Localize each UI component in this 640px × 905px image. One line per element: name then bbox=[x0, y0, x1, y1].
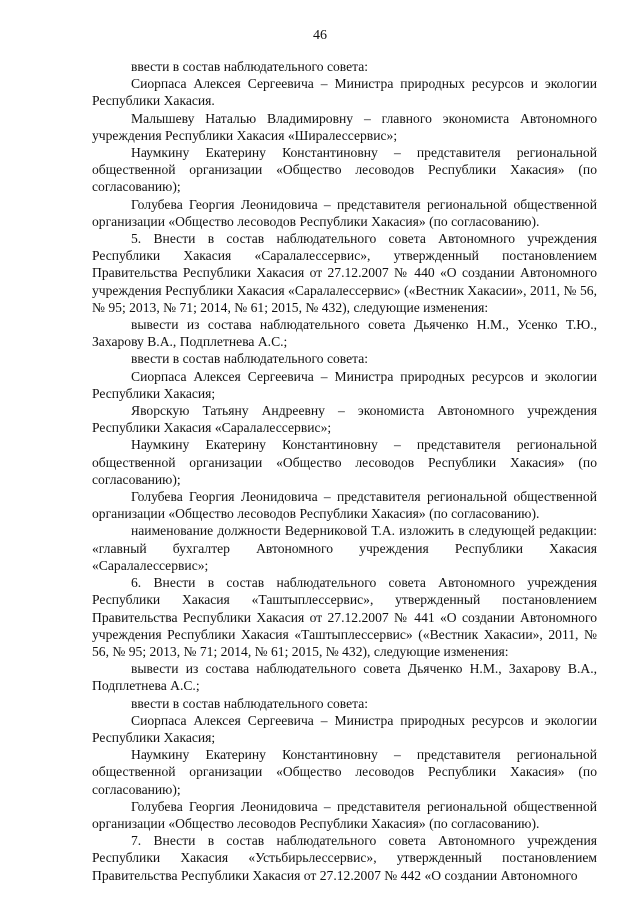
paragraph: ввести в состав наблюдательного совета: bbox=[131, 59, 369, 74]
paragraph: Наумкину Екатерину Константиновну – представителя региональной общественной организации «Общество лесоводов Республики Хакасия» (по согласованию); bbox=[92, 747, 597, 797]
page-number: 46 bbox=[313, 28, 327, 43]
paragraph: 6. Внести в состав наблюдательного совета Автономного учреждения Республики Хакасия «Таштыплессервис», утвержденный постановлением Правительства Республики Хакасия от 27.12.2007 № 441 «О создании Автономного учреждения Республики Хакасия «Таштыплессервис» («Вестник Хакасии», 2011, № 56, № 95; 2013, № 71; 2014, № 61; 2015, № 432), следующие изменения: bbox=[92, 575, 597, 659]
paragraph: Малышеву Наталью Владимировну – главного экономиста Автономного учреждения Республики Хакасия «Ширалессервис»; bbox=[92, 110, 597, 143]
paragraph: 5. Внести в состав наблюдательного совета Автономного учреждения Республики Хакасия «Саралалессервис», утвержденный постановлением Правительства Республики Хакасия от 27.12.2007 № 440 «О создании Автономного учреждения Республики Хакасия «Саралалессервис» («Вестник Хакасии», 2011, № 56, № 95; 2013, № 71; 2014, № 61; 2015, № 432), следующие изменения: bbox=[92, 231, 597, 315]
document-body bbox=[92, 58, 597, 884]
paragraph: Голубева Георгия Леонидовича – представителя региональной общественной организации «Общество лесоводов Республики Хакасия» (по согласованию). bbox=[92, 489, 597, 522]
paragraph: наименование должности Ведерниковой Т.А. изложить в следующей редакции: «главный бухгалтер Автономного учреждения Республики Хакасия «Саралалессервис»; bbox=[92, 523, 597, 573]
paragraph: вывести из состава наблюдательного совета Дьяченко Н.М., Захарову В.А., Подплетнева А.С.; bbox=[92, 661, 597, 694]
paragraph: ввести в состав наблюдательного совета: bbox=[131, 351, 369, 367]
paragraph: Сиорпаса Алексея Сергеевича – Министра природных ресурсов и экологии Республики Хакасия; bbox=[92, 712, 597, 745]
paragraph: Сиорпаса Алексея Сергеевича – Министра природных ресурсов и экологии Республики Хакасия. bbox=[92, 76, 597, 109]
paragraph: Голубева Георгия Леонидовича – представителя региональной общественной организации «Общество лесоводов Республики Хакасия» (по согласованию). bbox=[92, 196, 597, 229]
paragraph: вывести из состава наблюдательного совета Дьяченко Н.М., Усенко Т.Ю., Захарову В.А., Подплетнева А.С.; bbox=[92, 317, 597, 350]
paragraph: Наумкину Екатерину Константиновну – представителя региональной общественной организации «Общество лесоводов Республики Хакасия» (по согласованию); bbox=[92, 437, 597, 487]
paragraph: Яворскую Татьяну Андреевну – экономиста Автономного учреждения Республики Хакасия «Саралалессервис»; bbox=[92, 403, 597, 436]
paragraph: 7. Внести в состав наблюдательного совета Автономного учреждения Республики Хакасия «Устьбирьлессервис», утвержденный постановлением Правительства Республики Хакасия от 27.12.2007 № 442 «О создании Автономного bbox=[92, 833, 597, 883]
paragraph: ввести в состав наблюдательного совета: bbox=[131, 695, 369, 711]
paragraph: Наумкину Екатерину Константиновну – представителя региональной общественной организации «Общество лесоводов Республики Хакасия» (по согласованию); bbox=[92, 145, 597, 195]
paragraph: Сиорпаса Алексея Сергеевича – Министра природных ресурсов и экологии Республики Хакасия; bbox=[92, 368, 597, 401]
paragraph: Голубева Георгия Леонидовича – представителя региональной общественной организации «Общество лесоводов Республики Хакасия» (по согласованию). bbox=[92, 798, 597, 831]
